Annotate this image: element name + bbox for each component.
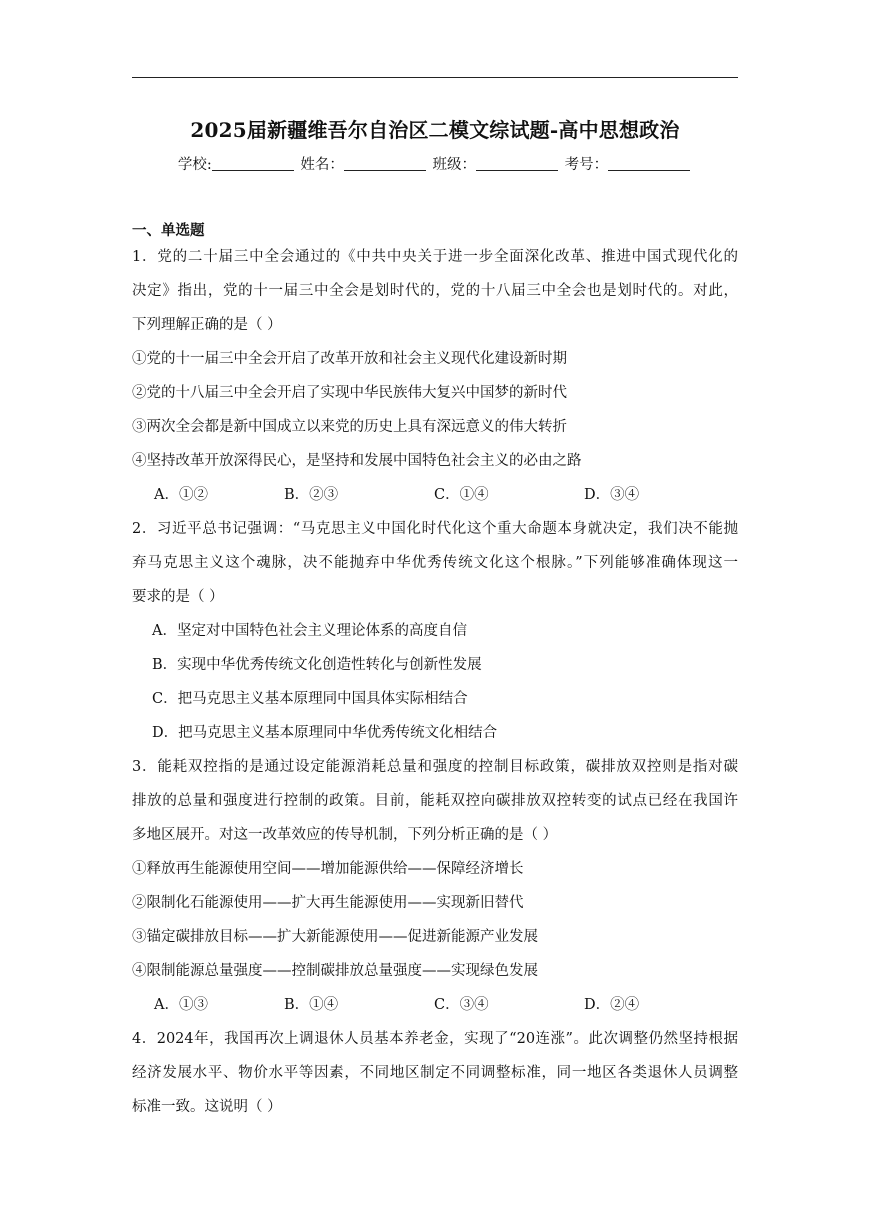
school-blank [212, 156, 294, 171]
student-info-row [132, 153, 738, 174]
option-a: A．①② [154, 487, 208, 503]
question-stem-line: 4．2024年，我国再次上调退休人员基本养老金，实现了“20连涨”。此次调整仍然坚持根据 [132, 1031, 738, 1047]
question-2 [132, 516, 738, 754]
statement-item: ③两次全会都是新中国成立以来党的历史上具有深远意义的伟大转折 [132, 419, 567, 435]
option-c: C．①④ [434, 487, 489, 503]
question-stem-line: 弃马克思主义这个魂脉，决不能抛弃中华优秀传统文化这个根脉。”下列能够准确体现这一 [132, 555, 738, 571]
option-d: D．②④ [584, 997, 640, 1013]
class-label: 班级： [432, 157, 476, 173]
statement-item: ③锚定碳排放目标——扩大新能源使用——促进新能源产业发展 [132, 929, 538, 945]
question-stem-line: 多地区展开。对这一改革效应的传导机制，下列分析正确的是（ ） [132, 827, 558, 843]
statement-item: ④坚持改革开放深得民心，是坚持和发展中国特色社会主义的必由之路 [132, 453, 582, 469]
statement-item: ①党的十一届三中全会开启了改革开放和社会主义现代化建设新时期 [132, 351, 567, 367]
class-blank [476, 156, 558, 171]
option-d: D．把马克思主义基本原理同中华优秀传统文化相结合 [152, 725, 498, 741]
question-stem-line: 决定》指出，党的十一届三中全会是划时代的，党的十八届三中全会也是划时代的。对此， [132, 283, 738, 299]
question-stem-line: 2．习近平总书记强调：“马克思主义中国化时代化这个重大命题本身就决定，我们决不能抛 [132, 521, 738, 537]
school-label: 学校: [177, 157, 212, 173]
question-stem-line: 标准一致。这说明（ ） [132, 1099, 282, 1115]
question-stem-line: 下列理解正确的是（ ） [132, 317, 282, 333]
option-a: A．坚定对中国特色社会主义理论体系的高度自信 [152, 623, 467, 639]
name-blank [344, 156, 426, 171]
statement-item: ①释放再生能源使用空间——增加能源供给——保障经济增长 [132, 861, 524, 877]
option-b: B．②③ [284, 487, 339, 503]
question-1 [132, 244, 738, 516]
answer-options [132, 482, 738, 516]
question-stem-line: 3．能耗双控指的是通过设定能源消耗总量和强度的控制目标政策，碳排放双控则是指对碳 [132, 759, 738, 775]
option-b: B．①④ [284, 997, 339, 1013]
exam-no-blank [608, 156, 690, 171]
option-a: A．①③ [154, 997, 208, 1013]
option-c: C．③④ [434, 997, 489, 1013]
option-d: D．③④ [584, 487, 640, 503]
page-title: 2025届新疆维吾尔自治区二模文综试题-高中思想政治 [190, 118, 680, 142]
questions-body [132, 218, 738, 1128]
answer-options [132, 992, 738, 1026]
statement-item: ②限制化石能源使用——扩大再生能源使用——实现新旧替代 [132, 895, 524, 911]
exam-no-label: 考号： [564, 157, 609, 173]
question-stem-line: 经济发展水平、物价水平等因素，不同地区制定不同调整标准，同一地区各类退休人员调整 [132, 1065, 738, 1081]
header-rule [132, 77, 738, 78]
statement-item: ②党的十八届三中全会开启了实现中华民族伟大复兴中国梦的新时代 [132, 385, 567, 401]
question-3 [132, 754, 738, 1026]
section-heading: 一、单选题 [132, 222, 205, 239]
question-4 [132, 1026, 738, 1128]
question-stem-line: 排放的总量和强度进行控制的政策。目前，能耗双控向碳排放双控转变的试点已经在我国许 [132, 793, 738, 809]
question-stem-line: 要求的是（ ） [132, 589, 224, 605]
question-stem-line: 1．党的二十届三中全会通过的《中共中央关于进一步全面深化改革、推进中国式现代化的 [132, 249, 738, 265]
name-label: 姓名： [300, 157, 344, 173]
option-b: B．实现中华优秀传统文化创造性转化与创新性发展 [152, 657, 482, 673]
statement-item: ④限制能源总量强度——控制碳排放总量强度——实现绿色发展 [132, 963, 538, 979]
option-c: C．把马克思主义基本原理同中国具体实际相结合 [152, 691, 468, 707]
